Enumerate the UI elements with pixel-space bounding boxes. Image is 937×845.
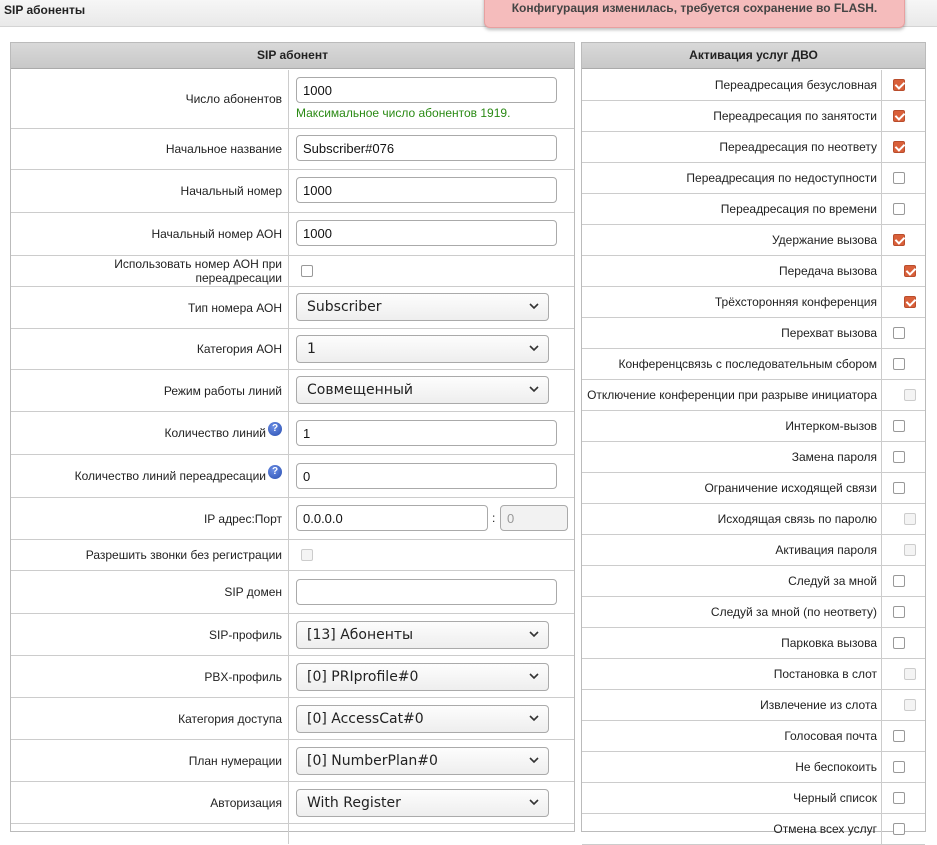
service-checkbox[interactable]	[904, 699, 916, 711]
service-label: Парковка вызова	[582, 628, 882, 658]
row-use-aon-forward	[11, 256, 574, 287]
max-subscribers-hint: Максимальное число абонентов 1919.	[296, 106, 511, 120]
line-mode-label: Режим работы линий	[11, 370, 289, 411]
row-line-count	[11, 412, 574, 455]
aon-category-label: Категория АОН	[11, 329, 289, 369]
service-row	[582, 814, 925, 845]
chevron-down-icon	[527, 627, 541, 641]
authorization-value: With Register	[307, 795, 401, 811]
forward-line-count-label-cell	[11, 455, 289, 497]
service-label: Переадресация по занятости	[582, 101, 882, 131]
line-mode-value: Совмещенный	[307, 382, 414, 398]
service-label: Исходящая связь по паролю	[582, 504, 882, 534]
service-row	[582, 752, 925, 783]
service-label: Постановка в слот	[582, 659, 882, 689]
line-count-label-cell	[11, 412, 289, 454]
service-row	[582, 380, 925, 411]
service-checkbox[interactable]	[893, 420, 905, 432]
start-number-label: Начальный номер	[11, 170, 289, 212]
service-checkbox[interactable]	[893, 451, 905, 463]
start-aon-label: Начальный номер АОН	[11, 213, 289, 255]
service-row	[582, 70, 925, 101]
row-access-category	[11, 698, 574, 740]
numbering-plan-label: План нумерации	[11, 740, 289, 781]
subscriber-count-label: Число абонентов	[11, 70, 289, 128]
next-row-label	[11, 824, 289, 844]
service-checkbox[interactable]	[904, 668, 916, 680]
service-checkbox[interactable]	[893, 792, 905, 804]
row-start-name	[11, 129, 574, 170]
sip-profile-select[interactable]	[296, 621, 549, 649]
service-row	[582, 535, 925, 566]
service-checkbox[interactable]	[893, 110, 905, 122]
ip-port-separator: :	[492, 511, 496, 525]
row-forward-line-count	[11, 455, 574, 498]
service-checkbox[interactable]	[893, 823, 905, 835]
subscriber-count-input[interactable]	[296, 77, 557, 103]
port-input[interactable]	[500, 505, 568, 531]
service-checkbox[interactable]	[893, 482, 905, 494]
service-row	[582, 411, 925, 442]
service-checkbox[interactable]	[893, 358, 905, 370]
service-row	[582, 690, 925, 721]
service-label: Переадресация по времени	[582, 194, 882, 224]
service-row	[582, 163, 925, 194]
sip-subscriber-panel	[10, 42, 575, 832]
service-label: Перехват вызова	[582, 318, 882, 348]
service-row	[582, 101, 925, 132]
service-checkbox[interactable]	[893, 234, 905, 246]
service-label: Ограничение исходящей связи	[582, 473, 882, 503]
service-label: Конференцсвязь с последовательным сбором	[582, 349, 882, 379]
ip-port-label: IP адрес:Порт	[11, 498, 289, 539]
service-label: Переадресация по неответу	[582, 132, 882, 162]
aon-category-select[interactable]	[296, 335, 549, 363]
chevron-down-icon	[527, 299, 541, 313]
access-category-value: [0] AccessCat#0	[307, 711, 424, 727]
line-count-input[interactable]	[296, 420, 557, 446]
chevron-down-icon	[527, 669, 541, 683]
service-row	[582, 721, 925, 752]
service-checkbox[interactable]	[893, 606, 905, 618]
sip-domain-input[interactable]	[296, 579, 557, 605]
service-label: Отмена всех услуг	[582, 814, 882, 844]
row-aon-type	[11, 287, 574, 329]
sip-profile-value: [13] Абоненты	[307, 627, 414, 643]
start-aon-input[interactable]	[296, 220, 557, 246]
service-checkbox[interactable]	[893, 172, 905, 184]
service-label: Активация пароля	[582, 535, 882, 565]
service-row	[582, 318, 925, 349]
authorization-label: Авторизация	[11, 782, 289, 823]
service-row	[582, 256, 925, 287]
chevron-down-icon	[527, 382, 541, 396]
forward-line-count-label: Количество линий переадресации	[74, 469, 266, 483]
start-number-input[interactable]	[296, 177, 557, 203]
services-header: Активация услуг ДВО	[582, 43, 925, 69]
aon-type-value: Subscriber	[307, 299, 382, 315]
row-sip-domain	[11, 571, 574, 614]
service-label: Не беспокоить	[582, 752, 882, 782]
line-mode-select[interactable]	[296, 376, 549, 404]
start-name-input[interactable]	[296, 135, 557, 161]
chevron-down-icon	[527, 711, 541, 725]
service-row	[582, 628, 925, 659]
row-authorization	[11, 782, 574, 824]
flash-save-notice[interactable]: Конфигурация изменилась, требуется сохранение во FLASH.	[484, 0, 905, 28]
allow-unregistered-checkbox[interactable]	[301, 549, 313, 561]
row-next	[11, 824, 574, 844]
service-label: Замена пароля	[582, 442, 882, 472]
allow-unregistered-label: Разрешить звонки без регистрации	[11, 540, 289, 570]
service-label: Переадресация по недоступности	[582, 163, 882, 193]
service-row	[582, 349, 925, 380]
aon-category-value: 1	[307, 341, 316, 357]
service-checkbox[interactable]	[893, 761, 905, 773]
service-label: Следуй за мной	[582, 566, 882, 596]
row-allow-unregistered	[11, 540, 574, 571]
row-start-aon	[11, 213, 574, 256]
row-pbx-profile	[11, 656, 574, 698]
page-title: SIP абоненты	[4, 3, 86, 17]
service-row	[582, 473, 925, 504]
service-checkbox[interactable]	[893, 730, 905, 742]
access-category-label: Категория доступа	[11, 698, 289, 739]
aon-type-label: Тип номера АОН	[11, 287, 289, 328]
service-row	[582, 442, 925, 473]
row-subscriber-count	[11, 70, 574, 129]
services-panel	[581, 42, 926, 836]
help-icon[interactable]: ?	[268, 422, 282, 436]
service-row	[582, 597, 925, 628]
help-icon[interactable]: ?	[268, 465, 282, 479]
service-label: Интерком-вызов	[582, 411, 882, 441]
row-sip-profile	[11, 614, 574, 656]
service-row	[582, 566, 925, 597]
row-start-number	[11, 170, 574, 213]
row-numbering-plan	[11, 740, 574, 782]
service-row	[582, 225, 925, 256]
row-ip-port	[11, 498, 574, 540]
aon-type-select[interactable]	[296, 293, 549, 321]
service-checkbox[interactable]	[893, 575, 905, 587]
row-aon-category	[11, 329, 574, 370]
service-checkbox[interactable]	[904, 513, 916, 525]
ip-address-input[interactable]	[296, 505, 488, 531]
service-checkbox[interactable]	[904, 389, 916, 401]
forward-line-count-input[interactable]	[296, 463, 557, 489]
service-checkbox[interactable]	[893, 141, 905, 153]
line-count-label: Количество линий	[164, 426, 266, 440]
service-row	[582, 194, 925, 225]
service-checkbox[interactable]	[893, 203, 905, 215]
service-label: Черный список	[582, 783, 882, 813]
sip-domain-label: SIP домен	[11, 571, 289, 613]
sip-subscriber-header: SIP абонент	[11, 43, 574, 69]
pbx-profile-value: [0] PRIprofile#0	[307, 669, 419, 685]
chevron-down-icon	[527, 795, 541, 809]
start-name-label: Начальное название	[11, 129, 289, 169]
service-row	[582, 287, 925, 318]
service-row	[582, 659, 925, 690]
service-checkbox[interactable]	[893, 79, 905, 91]
authorization-select[interactable]	[296, 789, 549, 817]
service-label: Отключение конференции при разрыве инициатора	[582, 380, 882, 410]
chevron-down-icon	[527, 341, 541, 355]
service-checkbox[interactable]	[904, 544, 916, 556]
service-label: Извлечение из слота	[582, 690, 882, 720]
service-label: Передача вызова	[582, 256, 882, 286]
service-checkbox[interactable]	[893, 637, 905, 649]
service-row	[582, 132, 925, 163]
pbx-profile-label: PBX-профиль	[11, 656, 289, 697]
service-checkbox[interactable]	[893, 327, 905, 339]
service-label: Трёхсторонняя конференция	[582, 287, 882, 317]
service-label: Переадресация безусловная	[582, 70, 882, 100]
service-row	[582, 783, 925, 814]
row-line-mode	[11, 370, 574, 412]
chevron-down-icon	[527, 753, 541, 767]
service-checkbox[interactable]	[904, 296, 916, 308]
access-category-select[interactable]	[296, 705, 549, 733]
use-aon-forward-label: Использовать номер АОН при переадресации	[11, 256, 289, 286]
service-label: Голосовая почта	[582, 721, 882, 751]
pbx-profile-select[interactable]	[296, 663, 549, 691]
service-checkbox[interactable]	[904, 265, 916, 277]
service-row	[582, 504, 925, 535]
numbering-plan-value: [0] NumberPlan#0	[307, 753, 438, 769]
service-label: Удержание вызова	[582, 225, 882, 255]
use-aon-forward-checkbox[interactable]	[301, 265, 313, 277]
service-label: Следуй за мной (по неответу)	[582, 597, 882, 627]
numbering-plan-select[interactable]	[296, 747, 549, 775]
sip-profile-label: SIP-профиль	[11, 614, 289, 655]
